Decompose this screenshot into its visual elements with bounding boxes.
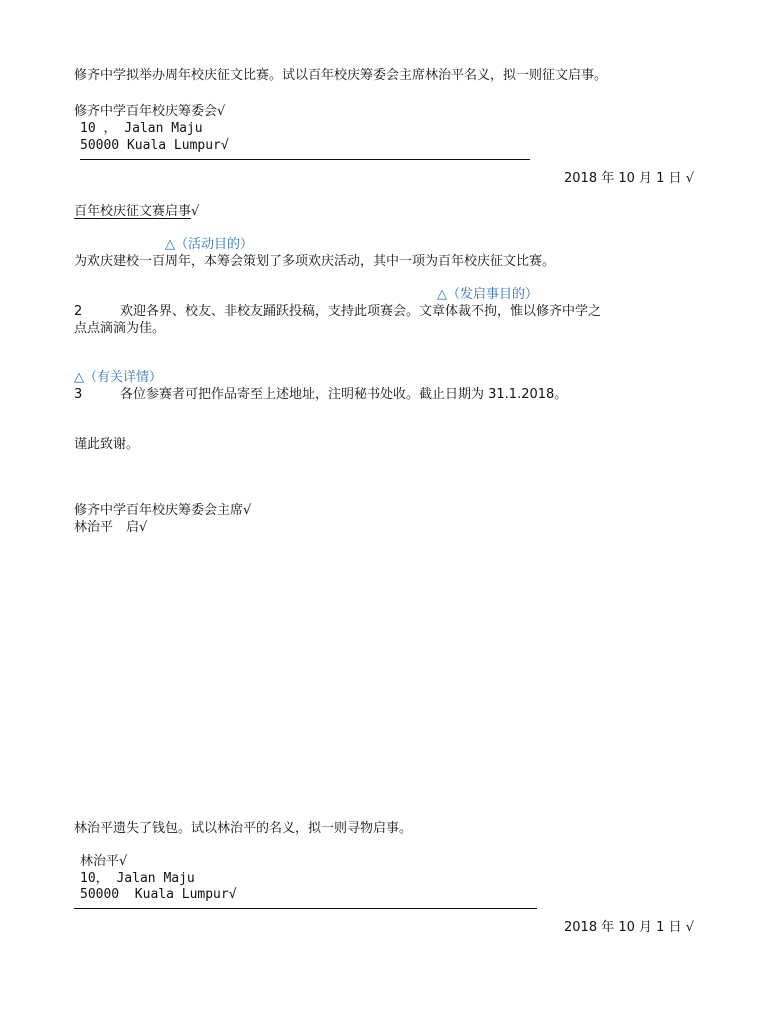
annotation-purpose: △（活动目的） [165,237,253,252]
notice-heading [74,204,199,220]
closing: 谨此致谢。 [74,437,140,452]
sender-address-line-2: 50000 Kuala Lumpur√ [80,138,229,153]
prompt-2: 林治平遗失了钱包。试以林治平的名义，拟一则寻物启事。 [74,821,413,836]
signer-title: 修齐中学百年校庆筹委会主席√ [74,503,252,518]
signer-name: 林治平 启√ [74,520,148,535]
annotation-details: △（有关详情） [74,370,162,385]
paragraph-3-number: 3 [74,387,83,402]
address-divider-1 [80,159,530,160]
sender-name-1: 修齐中学百年校庆筹委会√ [74,104,226,119]
sender-name-2: 林治平√ [80,854,128,869]
sender-address-line-1: 10 ， Jalan Maju [80,121,203,136]
paragraph-2-number: 2 [74,304,83,319]
paragraph-2-line-1: 欢迎各界、校友、非校友踊跃投稿，支持此项赛会。文章体裁不拘，惟以修齐中学之 [120,304,602,319]
notice-heading-mark: √ [191,204,200,219]
notice-heading-text: 百年校庆征文赛启事 [74,204,192,219]
sender-address-line-1-b: 10， Jalan Maju [80,871,195,886]
address-divider-2 [74,908,537,909]
paragraph-2-line-2: 点点滴滴为佳。 [74,321,166,336]
date-1: 2018 年 10 月 1 日 √ [564,171,694,186]
prompt-1: 修齐中学拟举办周年校庆征文比赛。试以百年校庆筹委会主席林治平名义，拟一则征文启事。 [74,68,608,83]
paragraph-1: 为欢庆建校一百周年，本筹会策划了多项欢庆活动，其中一项为百年校庆征文比赛。 [74,254,556,269]
paragraph-3: 各位参赛者可把作品寄至上述地址，注明秘书处收。截止日期为 31.1.2018。 [120,387,568,402]
annotation-event: △（发启事目的） [437,287,538,302]
sender-address-line-2-b: 50000 Kuala Lumpur√ [80,887,237,902]
date-2: 2018 年 10 月 1 日 √ [564,920,694,935]
